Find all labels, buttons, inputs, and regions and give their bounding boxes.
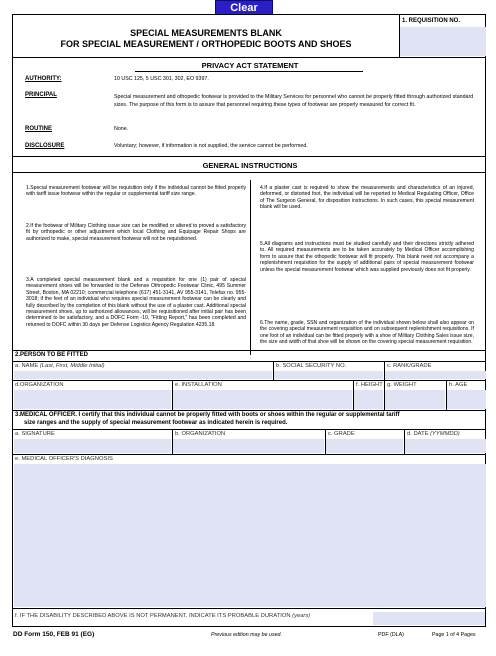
- privacy-act-heading: PRIVACY ACT STATEMENT: [201, 61, 299, 70]
- form-title-line2: FOR SPECIAL MEASUREMENT / ORTHOPEDIC BOOTS AND SHOES: [60, 39, 352, 49]
- instruction-5: 5.All diagrams and instructions must be studied carefully and their directions strictly adhered to. All required measurements are to be taken accurately by Medical Officer accomplishing form to assure that the othopedic footwear will fit properly. This blank need not accompany a replenishment requisition for the supply of additional pairs of special measurement footwear unless the special measurement footwear which was supplied previously does not fit properly.: [260, 241, 474, 273]
- requisition-label: 1. REQUISITION NO.: [402, 18, 461, 24]
- diagnosis-input[interactable]: [14, 464, 486, 607]
- weight-input[interactable]: [385, 390, 445, 409]
- form-id: DD Form 150, FEB 91 (EG): [13, 631, 95, 638]
- previous-edition-note: Previous edition may be used.: [211, 632, 282, 638]
- form-title-line1: SPECIAL MEASUREMENTS BLANK: [130, 28, 282, 38]
- age-input[interactable]: [447, 390, 486, 409]
- ssn-label: b. SOCIAL SECURITY NO.: [276, 363, 347, 369]
- routine-label: ROUTINE: [25, 126, 52, 132]
- instruction-4: 4.If a plaster cast is required to show the measurements and characteristics of an injured, deformed, or distorted foot, the individual will be reported to Medical Regulating Officer, Office of The Surgeon General, for disposition instructions. In such cases, this special measurement blank will be used.: [260, 185, 474, 211]
- routine-text: None.: [114, 126, 129, 132]
- medical-organization-label: b. ORGANIZATION: [175, 431, 226, 437]
- name-label: a. NAME (Last, First, Middle Initial): [15, 363, 105, 369]
- installation-input[interactable]: [173, 390, 352, 409]
- installation-label: e. INSTALLATION: [175, 382, 222, 388]
- person-organization-label: d.ORGANIZATION: [15, 382, 64, 388]
- disclosure-text: Voluntary; however, if information is not supplied, the service cannot be performed.: [114, 143, 308, 149]
- height-label: f. HEIGHT: [356, 382, 383, 388]
- authority-label: AUTHORITY:: [25, 76, 62, 82]
- date-label: d. DATE (YYMMDD): [407, 431, 460, 437]
- person-heading: 2.PERSON TO BE FITTED: [15, 352, 88, 358]
- principal-text: Special measurement and othopedic footwear is provided to the Military Services for personnel who cannot be properly fitted through authorized standard sizes. The purpose of this form is to assure that personnel requiring these types of footwear are properly measured for correct fit.: [114, 94, 474, 108]
- age-label: h. AGE: [449, 382, 468, 388]
- instruction-3: 3.A completed special measurement blank and a requisition for one (1) pair of special measurement shoes will be forwarded to the Defense Othropedic Footwear Clinic, 495 Summer Street, Boston, MA 02210; commercial telephone (617) 451-3141, AV 955-3141, Telefax no. 955-3018; if the feet of an individual who requires special measurement footwear can be clearly and fully described by the completion of this blank without the use of a plaster cast. Additional special measurement shoes, up to authorized allowances, will be requisitioned after initial pair has been determined to be satisfactory, and a DOFC Form -10, "Fitting Report," has been completed and returned to DOFC within 30 days per Defense Logistics Agency Regulation 4235.18.: [26, 277, 246, 328]
- medical-organization-input[interactable]: [173, 439, 324, 453]
- rank-input[interactable]: [385, 371, 486, 379]
- duration-input[interactable]: [373, 612, 485, 625]
- page-number: Page 1 of 4 Pages: [432, 632, 476, 638]
- principal-label: PRINCIPAL: [25, 92, 57, 98]
- diagnosis-label: e. MEDICAL OFFICER'S DIAGNOSIS: [15, 456, 113, 462]
- height-input[interactable]: [354, 390, 383, 409]
- signature-input[interactable]: [14, 439, 171, 453]
- authority-text: 10 USC 125, 5 USC 301, 302, EO 9397.: [114, 76, 209, 82]
- grade-input[interactable]: [326, 439, 403, 453]
- name-input[interactable]: [14, 371, 272, 379]
- grade-label: c. GRADE: [328, 431, 355, 437]
- instruction-2: 2.If the footwear of Military Clothing issue size can be modified or altered to proved a satisfactory fit by orthopedic or other adjustment which local Clothing and Equipage Repair Shops are authorized to make, special measurement footwear will not be requisitioned.: [26, 223, 246, 242]
- weight-label: g. WEIGHT: [387, 382, 417, 388]
- duration-label: f. IF THE DISABILITY DESCRIBED ABOVE IS NOT PERMANENT, INDICATE ITS PROBABLE DURATION (years): [15, 613, 311, 619]
- general-instructions-heading: GENERAL INSTRUCTIONS: [202, 161, 298, 170]
- medical-officer-heading-line2: size ranges and the supply of special measurement footwear as indicated herein is required.: [24, 420, 288, 426]
- rank-label: c. RANK/GRADE: [387, 363, 432, 369]
- person-organization-input[interactable]: [14, 390, 171, 409]
- instruction-1: 1.Special measurement footwear will be requisition only if the individual cannot be fitted properly with tariff issue footwear within the regular or supplemental tariff size range.: [26, 185, 246, 198]
- medical-officer-heading-line1: 3.MEDICAL OFFICER. I certify that this individual cannot be properly fitted with boots or shoes within the regular or supplemental tariff: [15, 412, 400, 418]
- date-input[interactable]: [405, 439, 486, 453]
- requisition-input[interactable]: [400, 27, 486, 56]
- clear-button[interactable]: Clear: [215, 0, 273, 15]
- ssn-input[interactable]: [274, 371, 383, 379]
- special-measurements-form: [12, 14, 486, 627]
- disclosure-label: DISCLOSURE: [25, 143, 65, 149]
- pdf-note: PDF (DLA): [378, 632, 404, 638]
- signature-label: a. SIGNATURE: [15, 431, 55, 437]
- instruction-6: 6.The name, grade, SSN and organization of the individual shown below shall also appear on the covering special measurement requisition and on subsequent replenishment requisitions. If one foot of an individual can be fitted properly with a shoe of Military Clothing Sales issue size, the size and width of that shoe will be shown on the covering special measurement requisition.: [260, 320, 474, 346]
